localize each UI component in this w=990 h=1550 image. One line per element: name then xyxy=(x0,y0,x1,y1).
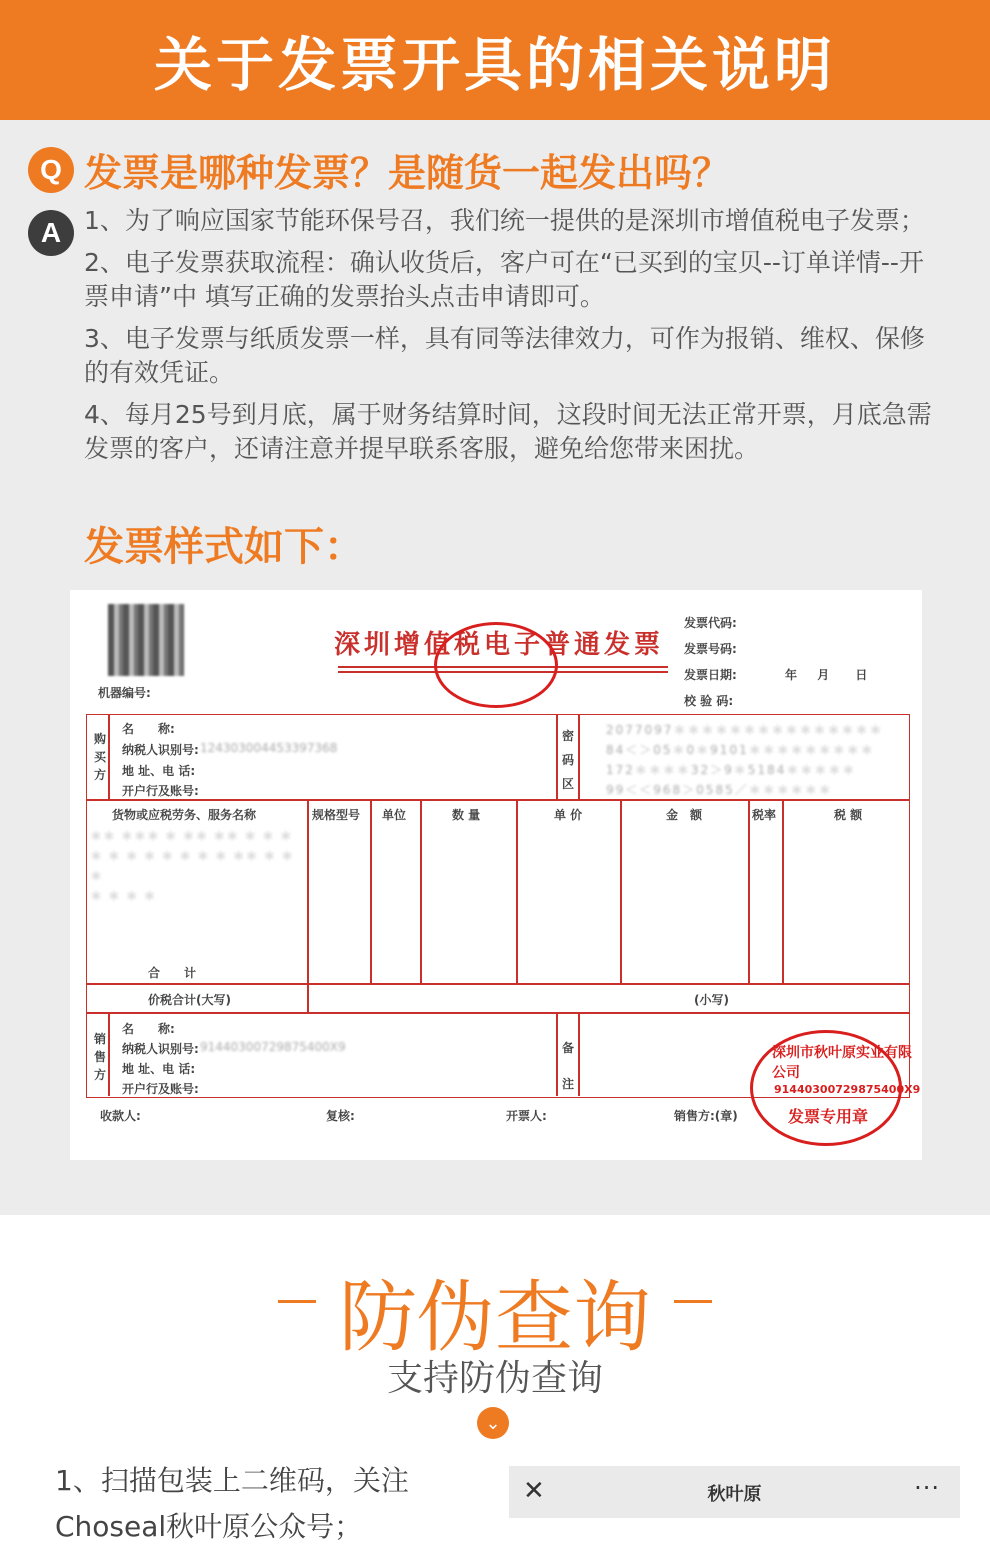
answer-item: 3、电子发票与纸质发票一样，具有同等法律效力，可作为报销、维权、保修的有效凭证。 xyxy=(84,324,925,387)
total-label: 合 计 xyxy=(148,966,197,980)
divider xyxy=(620,800,622,983)
invoice-meta xyxy=(684,610,867,714)
column-header: 单 价 xyxy=(554,808,583,822)
seller-name-label: 名 称: xyxy=(122,1022,175,1036)
question-badge: Q xyxy=(28,147,74,193)
divider xyxy=(307,800,309,1012)
divider xyxy=(748,800,750,983)
invoice-style-heading: 发票样式如下： xyxy=(84,524,364,570)
divider xyxy=(108,714,110,800)
small-caps-label: (小写) xyxy=(694,993,729,1007)
qr-code-icon xyxy=(108,604,184,676)
buyer-taxid-label: 纳税人识别号: xyxy=(122,743,199,757)
divider xyxy=(370,800,372,983)
divider xyxy=(578,1012,580,1096)
column-header: 数 量 xyxy=(452,808,481,822)
drawer-label: 开票人: xyxy=(506,1109,547,1123)
buyer-address-label: 地 址、电 话: xyxy=(122,764,196,778)
anti-fake-title: 防伪查询 xyxy=(338,1273,651,1363)
buyer-name-label: 名 称: xyxy=(122,722,175,736)
seal-tax-number: 91440300729875400X9 xyxy=(774,1083,921,1096)
total-caps-label: 价税合计(大写) xyxy=(148,993,231,1007)
invoice-code-label: 发票代码: xyxy=(684,616,737,630)
anti-fake-step: 1、扫描包装上二维码，关注Choseal秋叶原公众号； xyxy=(55,1464,409,1543)
invoice-date-row xyxy=(684,662,867,688)
answer-badge: A xyxy=(28,210,74,256)
seller-taxid-value: 91440300729875400X9 xyxy=(200,1040,346,1054)
column-header: 金 额 xyxy=(666,808,703,822)
seller-sign-label: 销售方:(章) xyxy=(674,1109,738,1123)
divider xyxy=(782,800,784,983)
faq-answers xyxy=(84,204,934,474)
remark-label: 备注 xyxy=(562,1041,575,1091)
cipher-blurred: 2077097＊＊＊＊＊＊＊＊＊＊＊＊＊＊＊ 84＜＞05＊0＊9101＊＊＊＊＊＊＊＊＊ 172＊＊＊＊32＞9＊5184＊＊＊＊＊ 99＜＜968＞0585／＊＊＊＊＊＊ xyxy=(606,723,884,797)
column-header: 税率 xyxy=(752,808,777,822)
item-blurred: ＊＊ ＊＊＊ ＊ ＊＊ ＊＊ ＊ ＊ ＊ ＊ ＊ ＊ ＊ ＊ ＊ ＊ ＊ ＊＊ ＊ ＊ ＊ ＊ ＊ ＊ ＊ xyxy=(90,829,295,903)
seal-label: 发票专用章 xyxy=(788,1107,869,1126)
divider xyxy=(556,714,558,800)
check-code-label: 校 验 码: xyxy=(684,694,734,708)
anti-fake-subtitle: 支持防伪查询 xyxy=(386,1358,603,1399)
divider xyxy=(516,800,518,983)
page-title: 关于发票开具的相关说明 xyxy=(153,31,836,99)
buyer-side-label: 购买方 xyxy=(94,732,107,782)
chevron-down-icon: ⌄ xyxy=(477,1407,509,1439)
answer-item: 2、电子发票获取流程：确认收货后，客户可在“已买到的宝贝--订单详情--开票申请”中 填写正确的发票抬头点击申请即可。 xyxy=(84,248,924,311)
account-title: 秋叶原 xyxy=(707,1484,762,1505)
year-label: 年 xyxy=(785,668,798,682)
seller-taxid-label: 纳税人识别号: xyxy=(122,1042,199,1056)
title-dash-right xyxy=(674,1300,712,1303)
buyer-taxid-value: 124303004453397368 xyxy=(200,741,338,755)
day-label: 日 xyxy=(855,668,868,682)
divider xyxy=(108,1012,110,1096)
cipher-area-label: 密码区 xyxy=(562,729,575,791)
divider xyxy=(86,983,910,985)
divider xyxy=(86,1012,910,1014)
divider xyxy=(578,714,580,800)
answer-item: 4、每月25号到月底，属于财务结算时间，这段时间无法正常开票，月底急需发票的客户，还请注意并提早联系客服，避免给您带来困扰。 xyxy=(84,400,932,463)
seller-side-label: 销售方 xyxy=(94,1032,107,1082)
faq-question-row xyxy=(28,142,730,197)
invoice-date-label: 发票日期: xyxy=(684,668,737,682)
divider xyxy=(556,1012,558,1096)
month-label: 月 xyxy=(817,668,830,682)
invoice-sample-image xyxy=(70,590,922,1160)
column-header: 单位 xyxy=(382,808,407,822)
invoice-number-label: 发票号码: xyxy=(684,642,737,656)
buyer-bank-label: 开户行及账号: xyxy=(122,784,199,798)
answer-item: 1、为了响应国家节能环保号召，我们统一提供的是深圳市增值税电子发票； xyxy=(84,206,925,235)
column-header: 税 额 xyxy=(834,808,863,822)
column-header: 规格型号 xyxy=(312,808,361,822)
close-icon[interactable]: ✕ xyxy=(523,1476,545,1506)
wechat-title-bar xyxy=(509,1466,960,1518)
seal-company: 深圳市秋叶原实业有限公司 xyxy=(772,1045,912,1081)
reviewer-label: 复核: xyxy=(326,1109,355,1123)
machine-number-label: 机器编号: xyxy=(98,686,151,700)
divider xyxy=(420,800,422,983)
column-header: 货物或应税劳务、服务名称 xyxy=(112,808,257,822)
faq-question: 发票是哪种发票？是随货一起发出吗？ xyxy=(84,151,731,195)
seller-address-label: 地 址、电 话: xyxy=(122,1062,196,1076)
payee-label: 收款人: xyxy=(100,1109,141,1123)
tax-stamp-icon xyxy=(434,622,558,708)
header-banner xyxy=(0,0,990,120)
seller-bank-label: 开户行及账号: xyxy=(122,1082,199,1096)
more-icon[interactable]: ··· xyxy=(914,1474,940,1502)
invoice-title: 深圳增值税电子普通发票 xyxy=(334,630,665,660)
